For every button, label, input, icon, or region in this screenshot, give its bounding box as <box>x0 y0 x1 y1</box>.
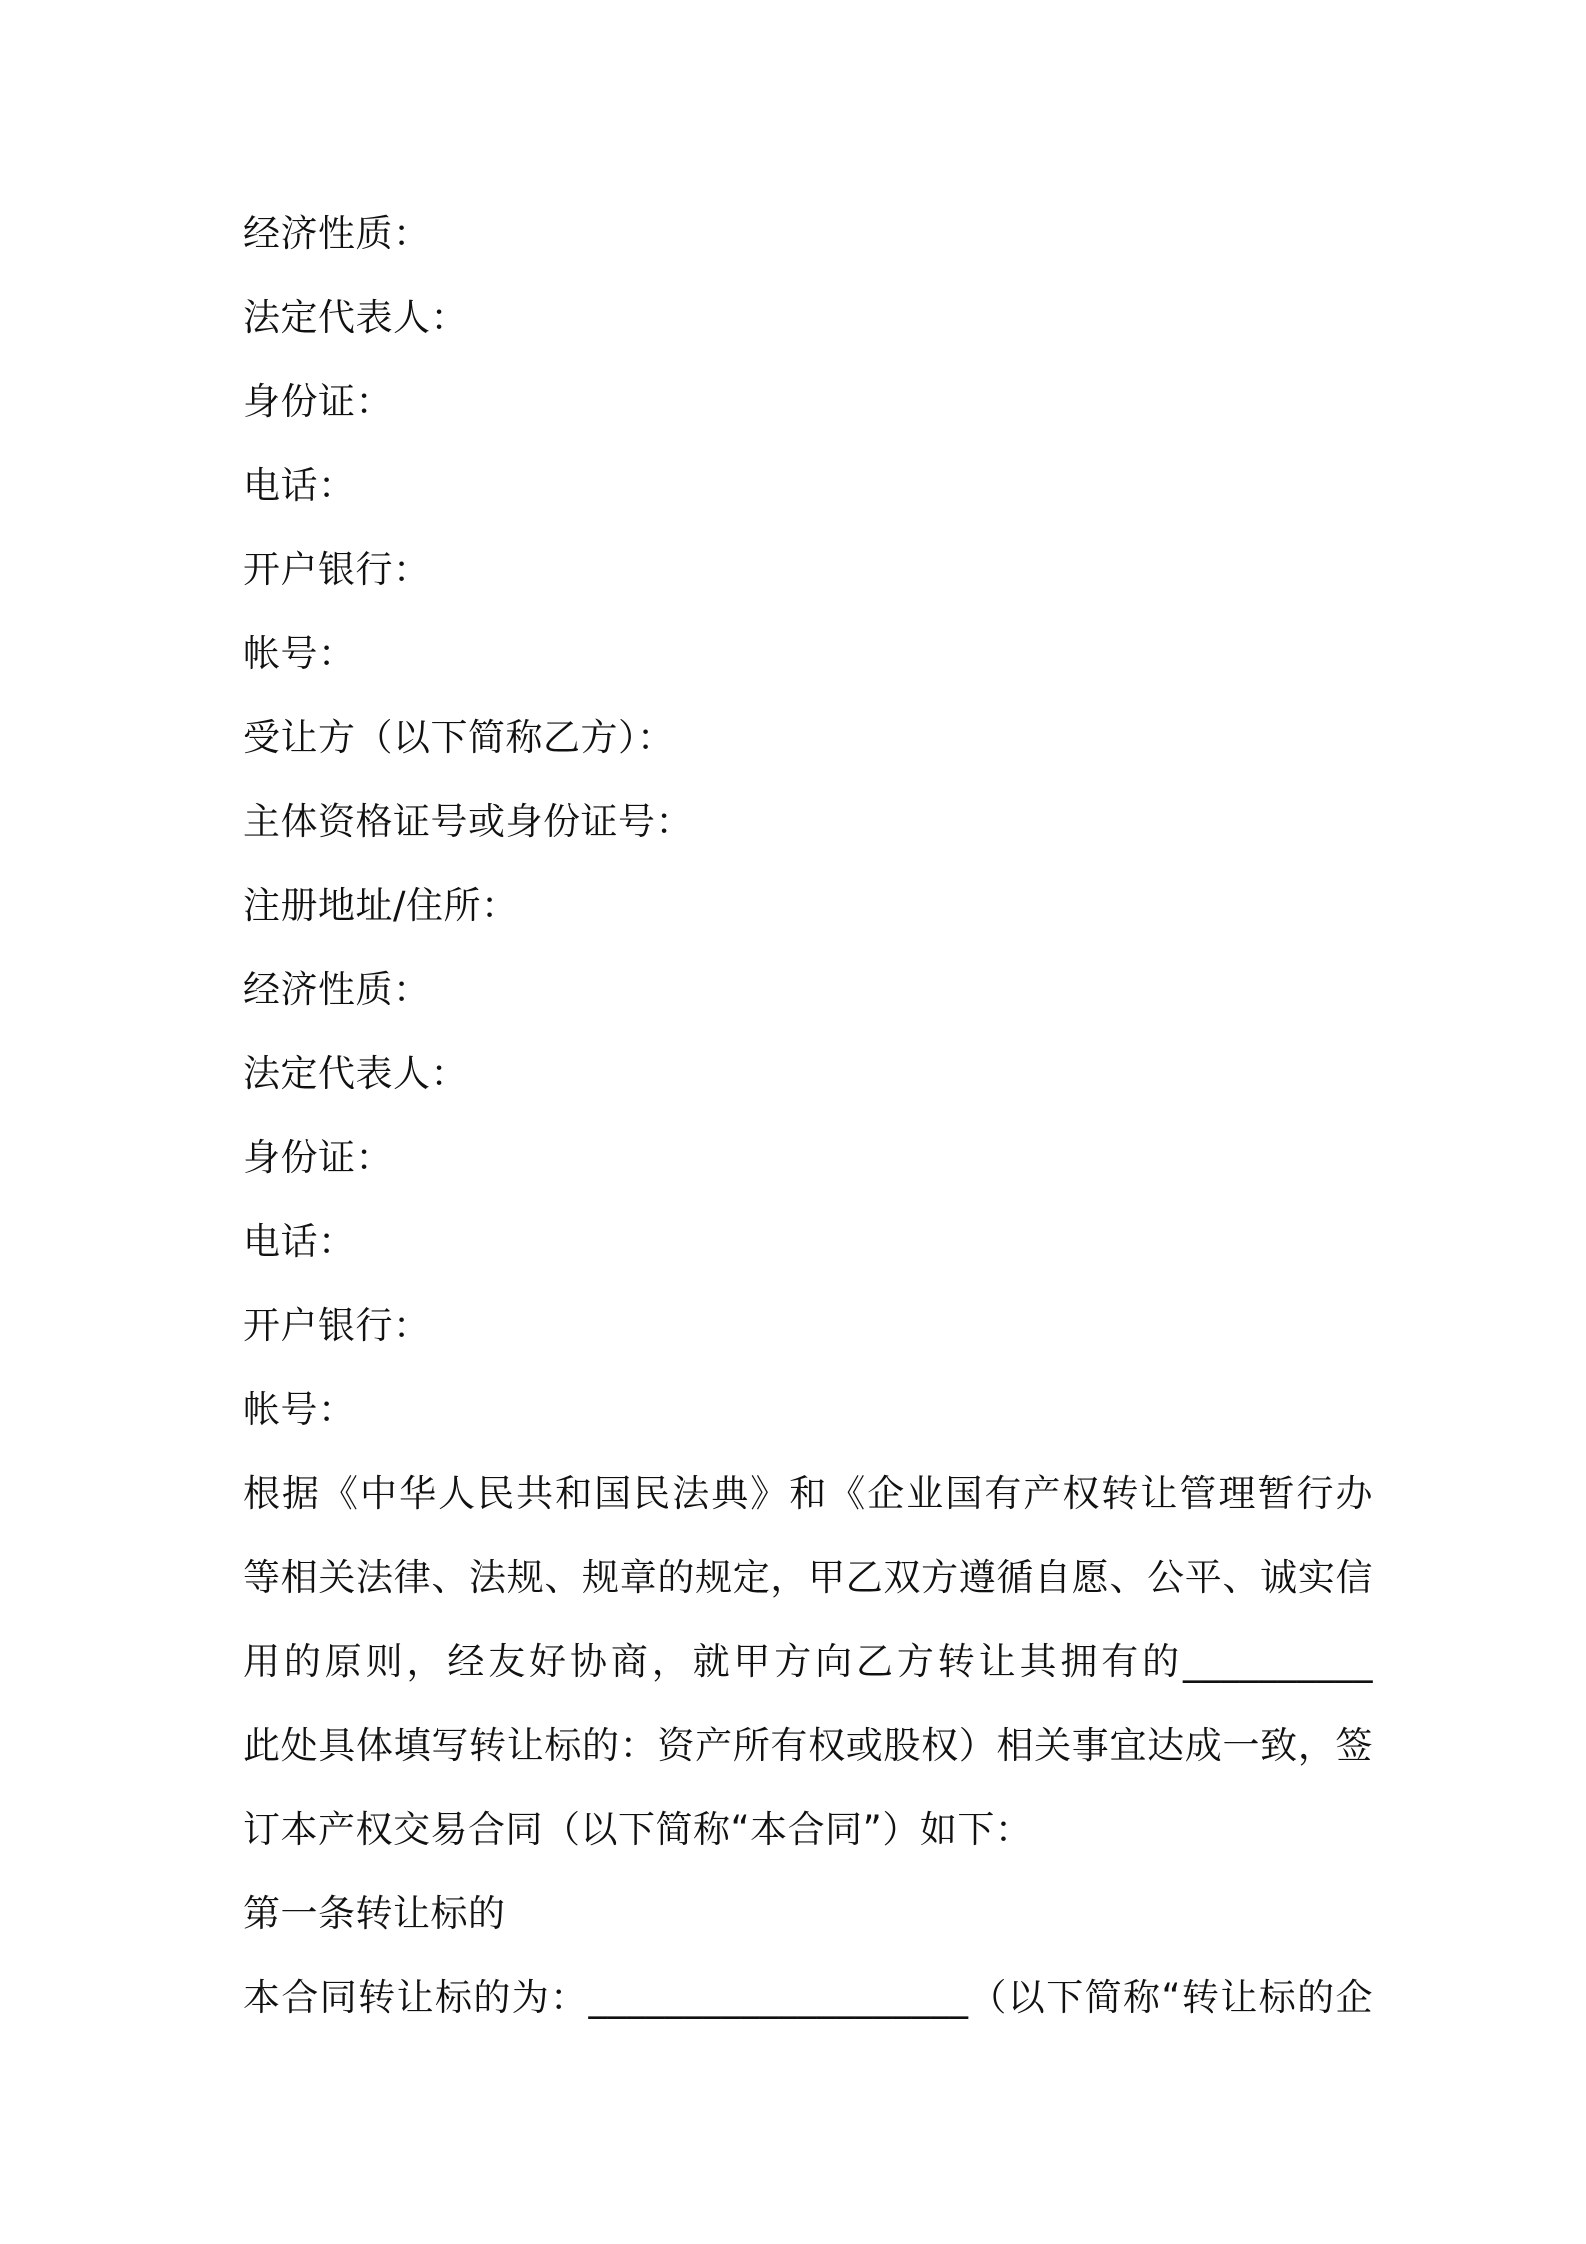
preamble-line: 用的原则，经友好协商，就甲方向乙方转让其拥有的__________ <box>243 1640 1373 1683</box>
preamble-line: 订本产权交易合同（以下简称“本合同”）如下： <box>243 1808 1033 1851</box>
party-a-legal-representative: 法定代表人： <box>243 296 468 339</box>
preamble-line: 等相关法律、法规、规章的规定，甲乙双方遵循自愿、公平、诚实信 <box>243 1556 1373 1599</box>
party-b-account: 帐号： <box>243 1388 356 1431</box>
party-a-bank: 开户银行： <box>243 548 431 591</box>
party-b-bank: 开户银行： <box>243 1304 431 1347</box>
party-b-heading: 受让方（以下简称乙方）： <box>243 716 675 759</box>
contract-body <box>243 192 1373 2040</box>
preamble-line: 此处具体填写转让标的：资产所有权或股权）相关事宜达成一致，签 <box>243 1724 1373 1767</box>
party-b-legal-representative: 法定代表人： <box>243 1052 468 1095</box>
article-1-title: 第一条转让标的 <box>243 1892 506 1935</box>
party-b-address: 注册地址/住所： <box>243 884 519 927</box>
party-b-economic-nature: 经济性质： <box>243 968 431 1011</box>
article-1-first-line: 本合同转让标的为：____________________（以下简称“转让标的企 <box>243 1976 1373 2019</box>
party-b-id-card: 身份证： <box>243 1136 393 1179</box>
party-a-phone: 电话： <box>243 464 356 507</box>
party-a-id-card: 身份证： <box>243 380 393 423</box>
party-b-phone: 电话： <box>243 1220 356 1263</box>
party-b-qualification: 主体资格证号或身份证号： <box>243 800 693 843</box>
party-a-economic-nature: 经济性质： <box>243 212 431 255</box>
party-a-account: 帐号： <box>243 632 356 675</box>
preamble-line: 根据《中华人民共和国民法典》和《企业国有产权转让管理暂行办 <box>243 1472 1373 1515</box>
